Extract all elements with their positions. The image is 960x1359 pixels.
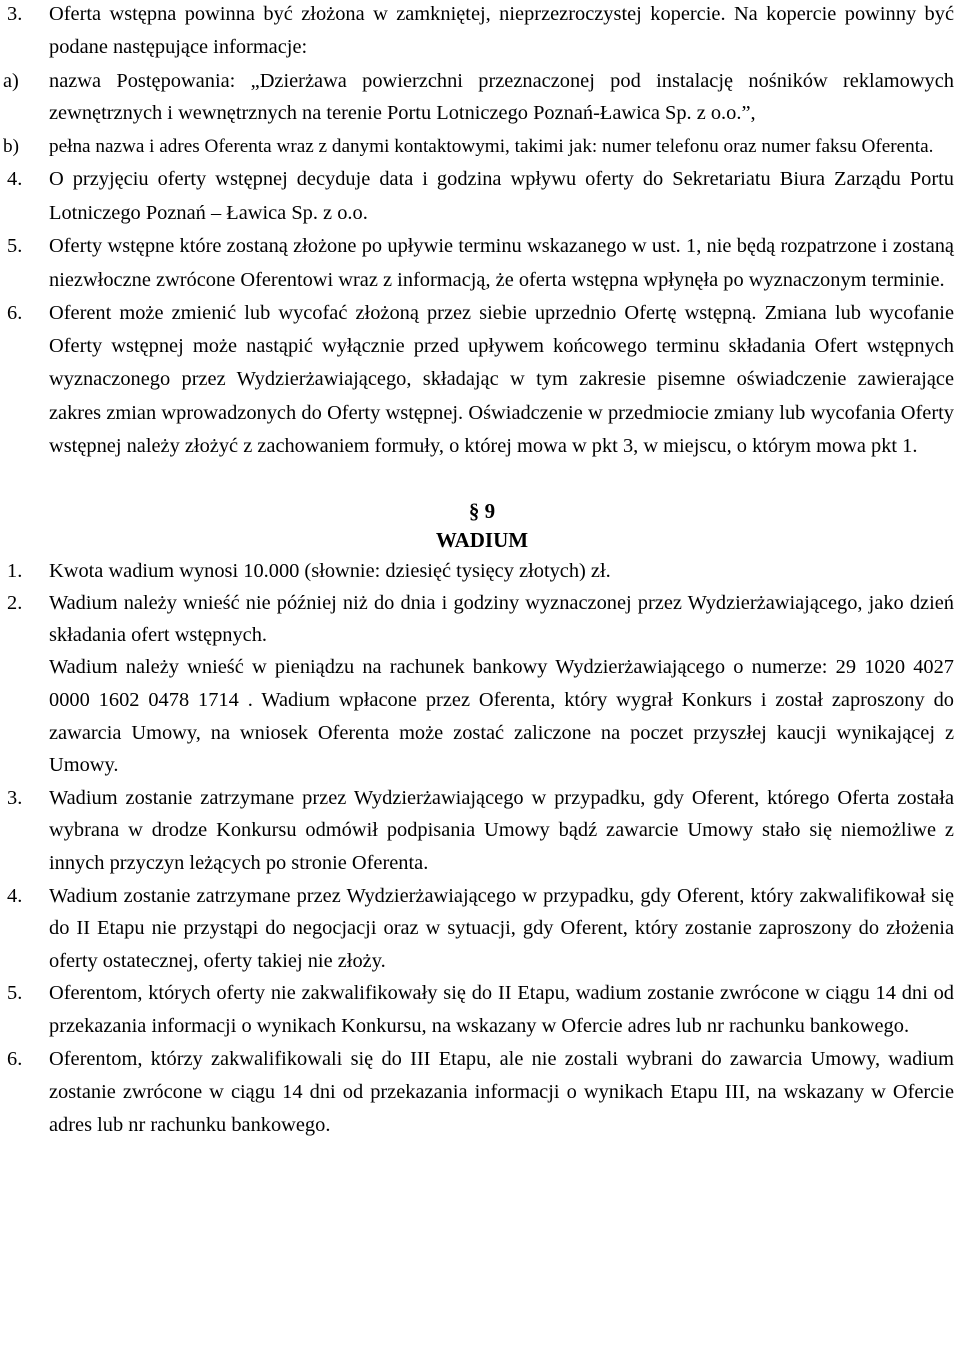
section-title: WADIUM [435,527,529,552]
list-item-9-3 [0,782,960,880]
item-text: Oferty wstępne które zostaną złożone po upływie terminu wskazanego w ust. 1, nie będą rozpatrzone i zostaną niezwłoczne zwrócone Oferentowi wraz z informacją, że oferta wstępna wpłynęła po wyznaczonym terminie. [49,235,954,291]
list-item-9-2-continuation: Wadium należy wnieść w pieniądzu na rachunek bankowy Wydzierżawiającego o numerze: 29 1020 4027 0000 1602 0478 1714 . Wadium wpłacone przez Oferenta, który wygrał Konkurs i został zaproszony do zawarcia Umowy, na wniosek Oferenta może zostać zaliczone na poczet przyszłej kaucji wynikającej z Umowy. [49,656,954,777]
list-item-8-3 [0,0,960,163]
sub-item-text: pełna nazwa i adres Oferenta wraz z danymi kontaktowymi, takimi jak: numer telefonu oraz numer faksu Oferenta. [49,135,934,157]
item-number: 4. [7,884,23,907]
item-number: 1. [7,559,23,582]
item-number: 3. [7,786,23,809]
list-item-9-6 [0,1043,960,1142]
list-item-8-5 [0,230,960,297]
item-number: 6. [7,301,23,324]
list-item-9-1 [0,555,960,587]
list-item-9-4 [0,880,960,978]
item-text: Kwota wadium wynosi 10.000 (słownie: dziesięć tysięcy złotych) zł. [49,559,611,582]
item-number: 3. [7,3,23,25]
list-item-8-6 [0,297,960,463]
sub-item-label: b) [3,135,19,157]
item-text: Oferta wstępna powinna być złożona w zamkniętej, nieprzezroczystej kopercie. Na kopercie powinny być podane następujące informacje: [49,3,954,59]
sub-item-b [3,131,954,164]
item-number: 4. [7,168,23,191]
item-text: Oferentom, których oferty nie zakwalifikowały się do II Etapu, wadium zostanie zwrócone w ciągu 14 dni od przekazania informacji o wynikach Konkursu, na wskazany w Ofercie adres lub nr rachunku bankowego. [49,982,954,1038]
sub-item-label: a) [3,69,19,92]
item-number: 2. [7,591,23,614]
list-item-9-2 [0,587,960,651]
item-text: Oferentom, którzy zakwalifikowali się do III Etapu, ale nie zostali wybrani do zawarcia Umowy, wadium zostanie zwrócone w ciągu 14 dni od przekazania informacji o wynikach Etapu III, na wskazany w Ofercie adres lub nr rachunku bankowego. [49,1048,954,1137]
item-text: Oferent może zmienić lub wycofać złożoną przez siebie uprzednio Ofertę wstępną. Zmiana lub wycofanie Oferty wstępnej może nastąpić wyłącznie przed upływem końcowego terminu składania Ofert wstępnych wyznaczonego przez Wydzierżawiającego, składając w tym zakresie pisemne oświadczenie zawierające zakres zmian wprowadzonych do Oferty wstępnej. Oświadczenie w przedmiocie zmiany lub wycofania Oferty wstępnej należy złożyć z zachowaniem formuły, o której mowa w pkt 3, w miejscu, o którym mowa pkt 1. [49,301,954,457]
item-number: 6. [7,1048,23,1071]
sub-item-text: nazwa Postępowania: „Dzierżawa powierzchni przeznaczonej pod instalację nośników reklamowych zewnętrznych i wewnętrznych na terenie Portu Lotniczego Poznań-Ławica Sp. z o.o.”, [49,69,954,124]
item-number: 5. [7,982,23,1005]
item-text: Wadium zostanie zatrzymane przez Wydzierżawiającego w przypadku, gdy Oferent, którego Oferta została wybrana w drodze Konkursu odmówił podpisania Umowy bądź zawarcie Umowy stało się niemożliwe z innych przyczyn leżących po stronie Oferenta. [49,786,954,874]
sub-item-a [3,65,954,129]
item-text: Wadium zostanie zatrzymane przez Wydzierżawiającego w przypadku, gdy Oferent, który zakwalifikował się do II Etapu nie przystąpi do negocjacji oraz w sytuacji, gdy Oferent, który zostanie zaproszony do złożenia oferty ostatecznej, oferty takiej nie złoży. [49,884,954,972]
list-item-8-4 [0,163,960,230]
list-item-9-5 [0,977,960,1043]
item-text: Wadium należy wnieść nie później niż do dnia i godziny wyznaczonej przez Wydzierżawiającego, jako dzień składania ofert wstępnych. [49,591,954,647]
item-number: 5. [7,235,23,258]
section-number: § 9 [468,498,496,523]
item-text: O przyjęciu oferty wstępnej decyduje data i godzina wpływu oferty do Sekretariatu Biura Zarządu Portu Lotniczego Poznań – Ławica Sp. z o.o. [49,168,954,224]
